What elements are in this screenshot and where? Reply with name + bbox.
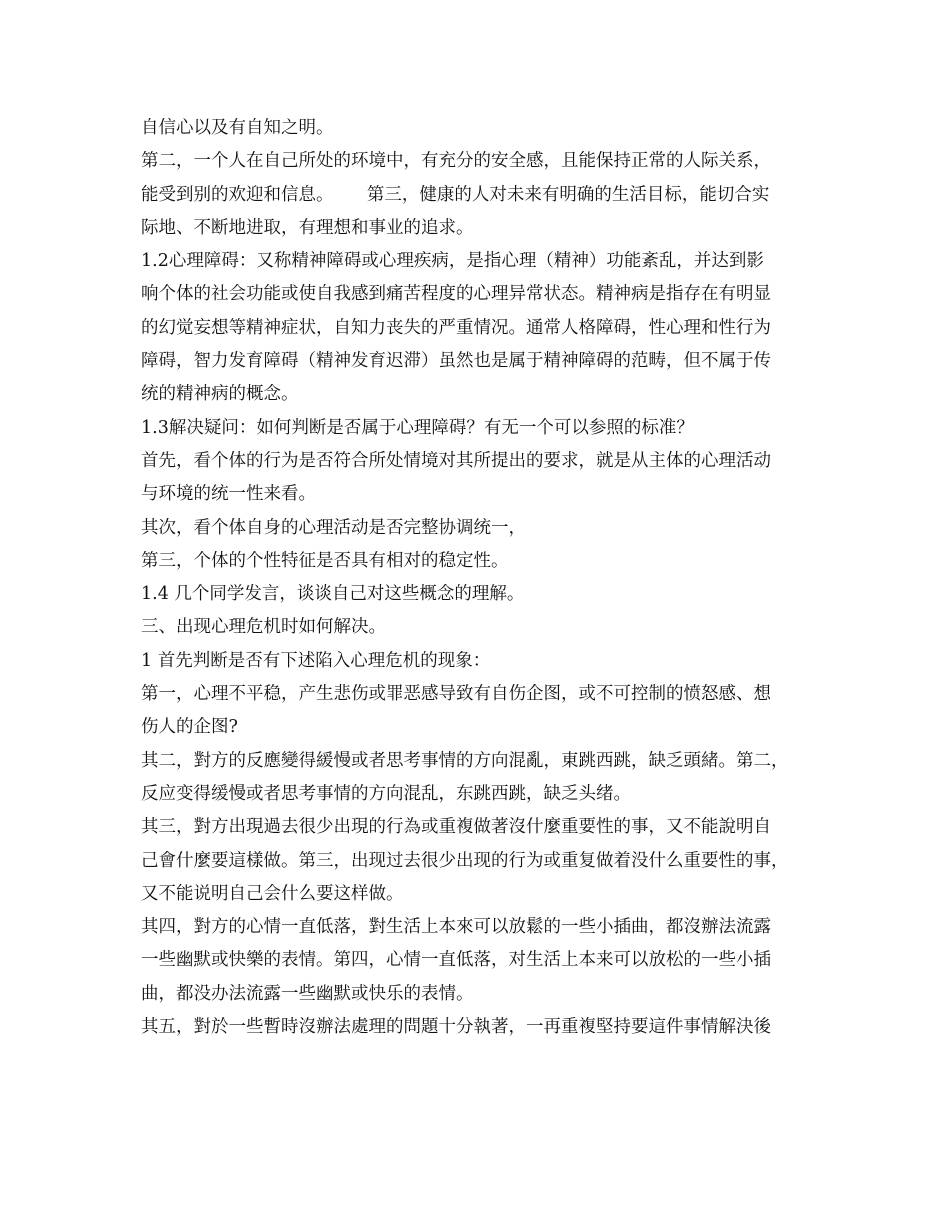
text-line: 其四，對方的心情一直低落，對生活上本來可以放鬆的一些小插曲，都沒辦法流露 [141, 917, 771, 938]
text-line: 统的精神病的概念。 [141, 384, 299, 405]
text-line: 的幻觉妄想等精神症状，自知力丧失的严重情况。通常人格障碍，性心理和性行为 [141, 317, 771, 338]
text-line: 1.4 几个同学发言，谈谈自己对这些概念的理解。 [141, 584, 525, 605]
text-line: 第一，心理不平稳，产生悲伤或罪恶感导致有自伤企图，或不可控制的愤怒感、想 [141, 684, 771, 705]
text-line: 三、出现心理危机时如何解决。 [141, 617, 386, 638]
text-line: 其五，對於一些暫時沒辦法處理的問題十分執著，一再重複堅持要這件事情解決後 [141, 1017, 771, 1038]
text-line: 其二，對方的反應變得緩慢或者思考事情的方向混亂，東跳西跳，缺乏頭緒。第二， [141, 750, 789, 771]
text-line: 自信心以及有自知之明。 [141, 118, 334, 138]
text-line: 1.3解决疑问：如何判断是否属于心理障碍？有无一个可以参照的标准？ [141, 417, 694, 438]
document-body [141, 112, 816, 1044]
text-line: 与环境的统一性来看。 [141, 484, 316, 505]
text-line: 第二，一个人在自己所处的环境中，有充分的安全感，且能保持正常的人际关系， [141, 151, 771, 172]
text-line: 障碍，智力发育障碍（精神发育迟滞）虽然也是属于精神障碍的范畴，但不属于传 [141, 351, 771, 372]
text-line: 1.2心理障碍：又称精神障碍或心理疾病，是指心理（精神）功能紊乱，并达到影 [141, 251, 764, 272]
text-line: 能受到别的欢迎和信息。 第三，健康的人对未来有明确的生活目标，能切合实 [141, 184, 770, 205]
text-line: 1 首先判断是否有下述陷入心理危机的现象： [141, 650, 491, 671]
text-line: 己會什麼要這樣做。第三，出现过去很少出现的行为或重复做着没什么重要性的事， [141, 850, 789, 871]
text-line: 响个体的社会功能或使自我感到痛苦程度的心理异常状态。精神病是指存在有明显 [141, 284, 771, 305]
text-line: 其次，看个体自身的心理活动是否完整协调统一， [141, 517, 526, 538]
text-line: 曲，都没办法流露一些幽默或快乐的表情。 [141, 983, 474, 1004]
text-line: 第三，个体的个性特征是否具有相对的稳定性。 [141, 550, 509, 571]
text-line: 其三，對方出現過去很少出現的行為或重複做著沒什麼重要性的事，又不能說明自 [141, 817, 771, 838]
text-line: 际地、不断地进取，有理想和事业的追求。 [141, 217, 474, 238]
text-line: 伤人的企图? [141, 717, 238, 738]
text-line: 首先，看个体的行为是否符合所处情境对其所提出的要求，就是从主体的心理活动 [141, 450, 771, 471]
text-line: 反应变得缓慢或者思考事情的方向混乱，东跳西跳，缺乏头绪。 [141, 783, 631, 804]
text-line: 又不能说明自己会什么要这样做。 [141, 883, 404, 904]
text-line: 一些幽默或快樂的表情。第四，心情一直低落，对生活上本来可以放松的一些小插 [141, 950, 771, 971]
